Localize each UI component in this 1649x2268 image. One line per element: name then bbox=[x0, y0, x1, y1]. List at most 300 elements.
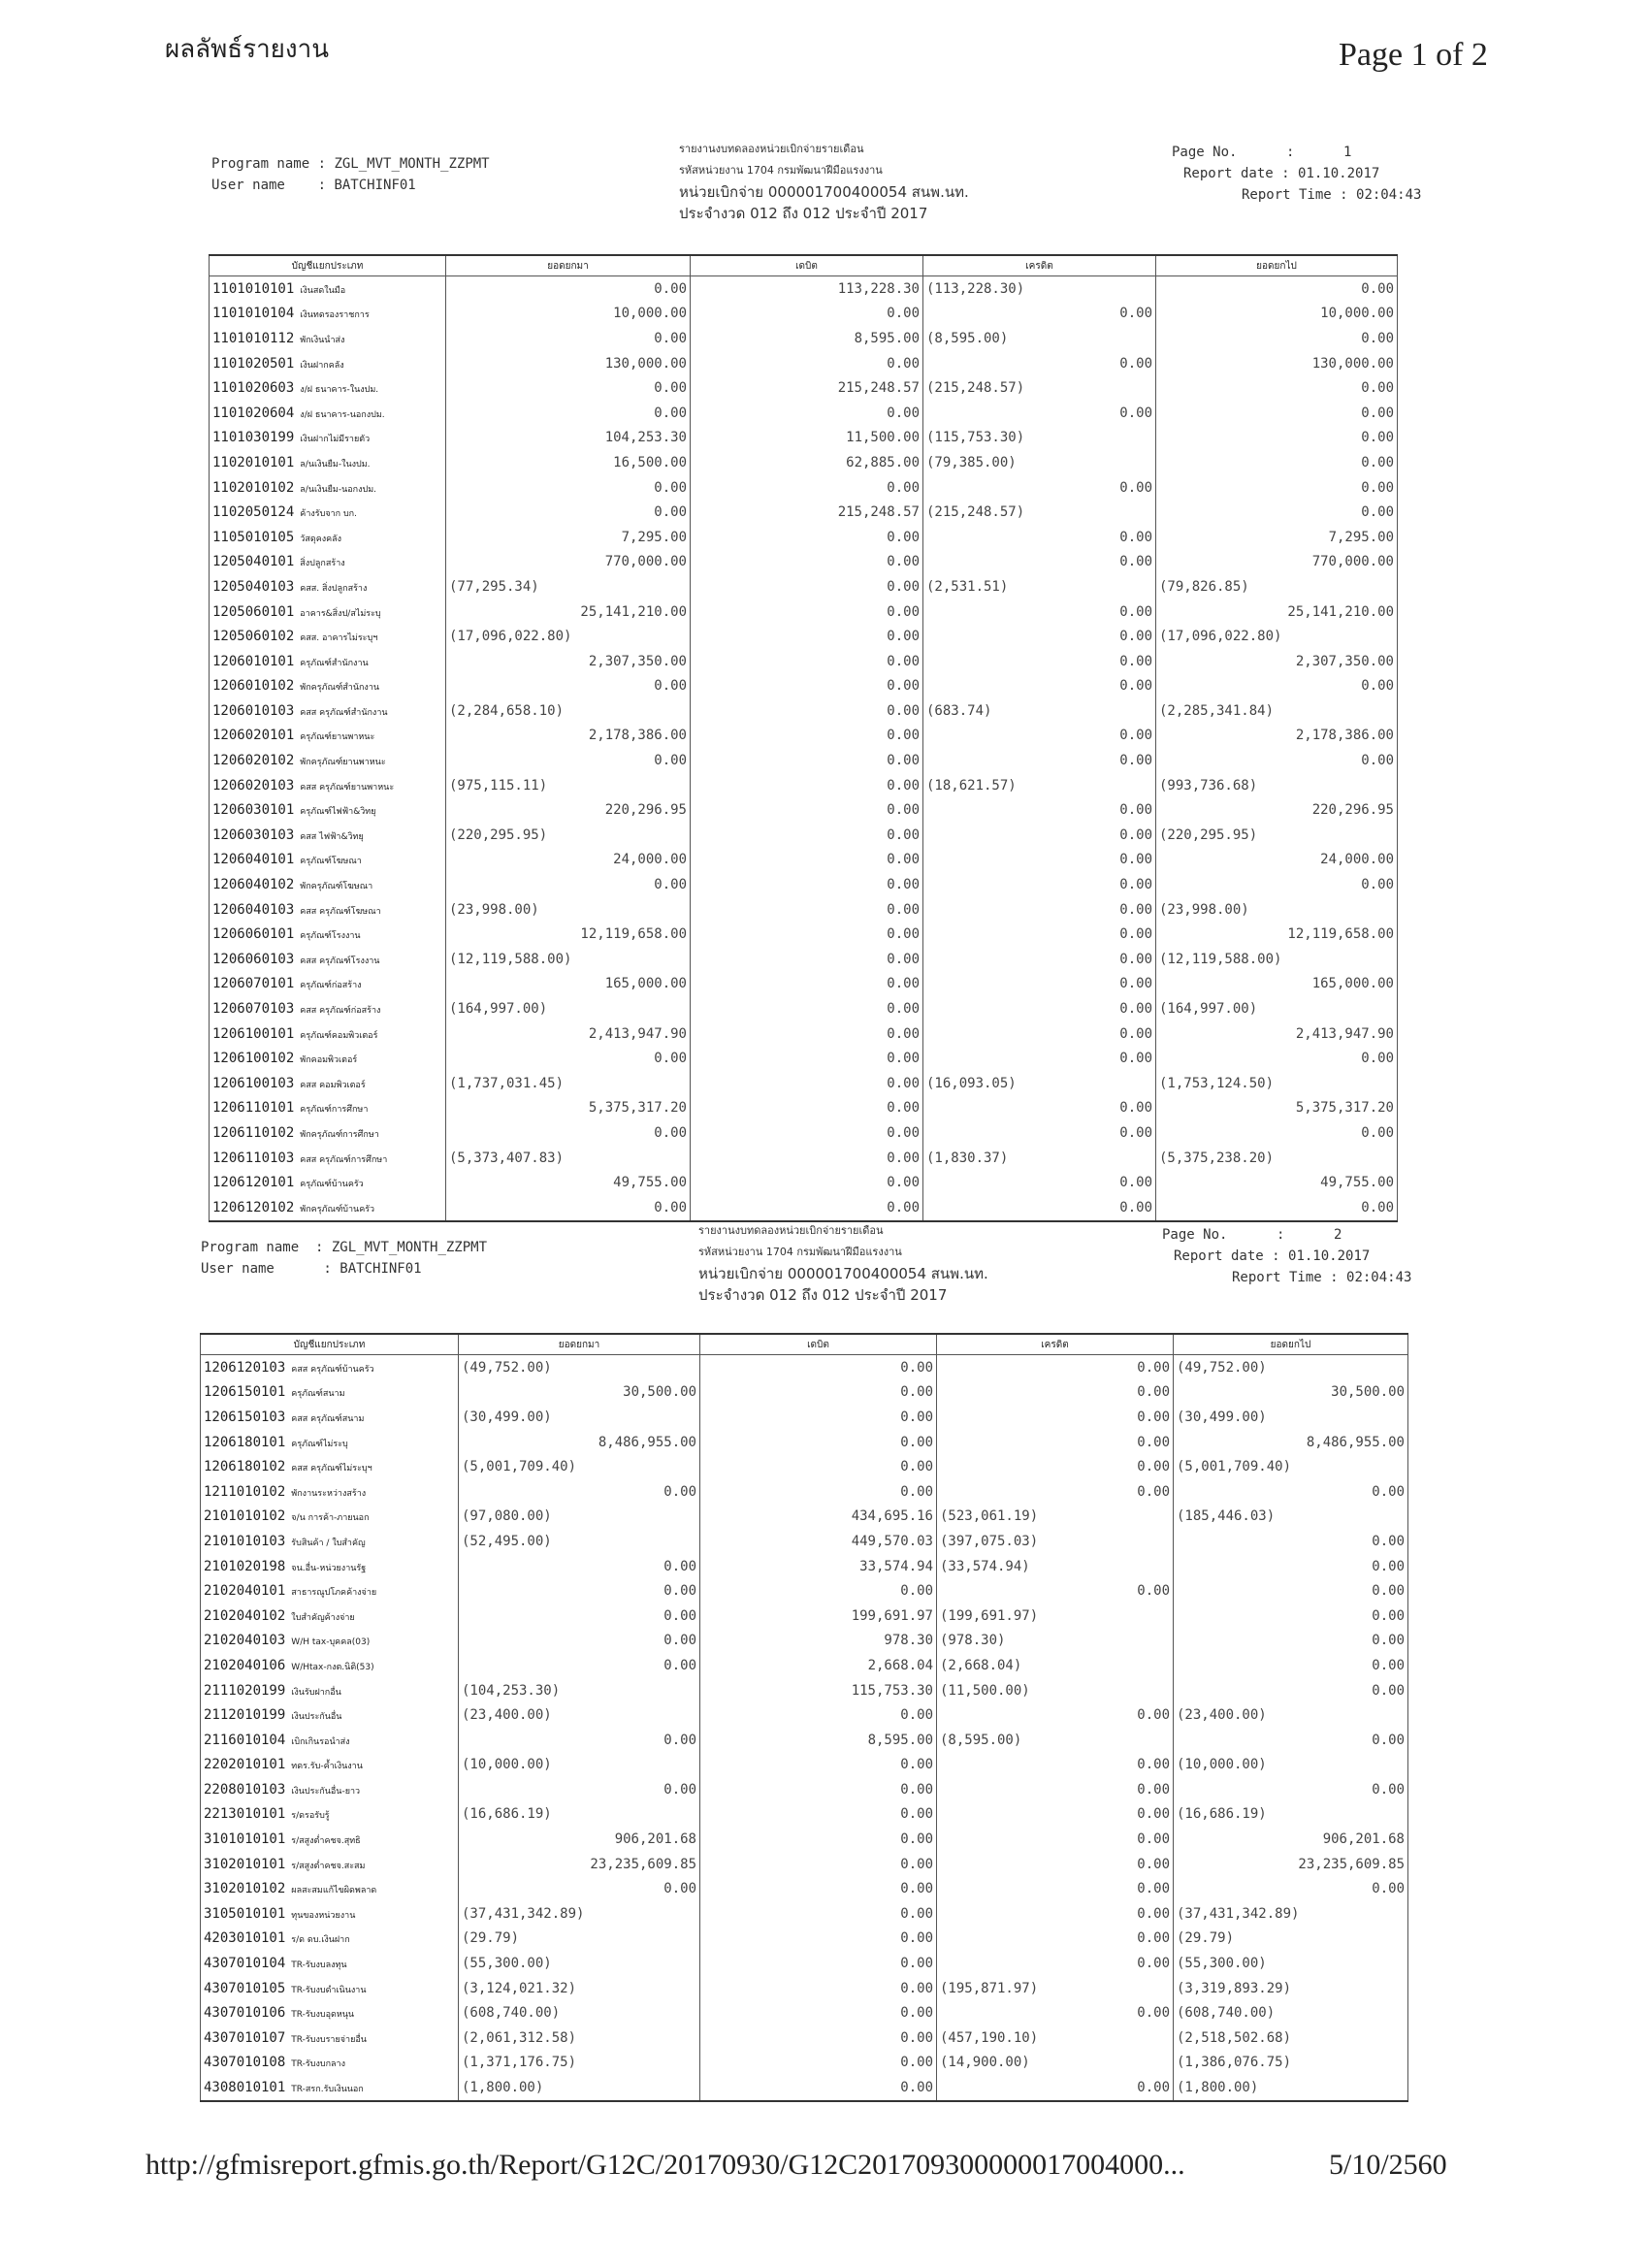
debit-cell bbox=[691, 922, 923, 947]
table-row bbox=[210, 1021, 1398, 1047]
credit-value: (113,228.30) bbox=[926, 280, 1025, 297]
debit-value: 0.00 bbox=[887, 702, 920, 719]
table-row bbox=[201, 1554, 1408, 1579]
credit-value: (2,531.51) bbox=[926, 578, 1009, 595]
carried-forward-value: 5,375,317.20 bbox=[1295, 1100, 1394, 1117]
carried-forward-cell bbox=[1156, 797, 1398, 823]
credit-value: 0.00 bbox=[1119, 355, 1152, 372]
credit-cell bbox=[937, 1529, 1174, 1554]
account-number: 1101010112 bbox=[212, 330, 295, 346]
table-row bbox=[210, 1146, 1398, 1171]
debit-value: 0.00 bbox=[887, 976, 920, 992]
carried-forward-value: 0.00 bbox=[1372, 1558, 1405, 1574]
carried-forward-cell bbox=[1174, 1380, 1408, 1406]
debit-value: 0.00 bbox=[887, 653, 920, 669]
debit-value: 0.00 bbox=[887, 951, 920, 967]
debit-value: 0.00 bbox=[887, 578, 920, 595]
debit-cell bbox=[700, 1901, 937, 1927]
carried-forward-value: (2,285,341.84) bbox=[1159, 702, 1275, 719]
carried-forward-cell bbox=[1174, 1454, 1408, 1479]
brought-forward-value: (17,096,022.80) bbox=[449, 629, 572, 645]
brought-forward-value: 0.00 bbox=[663, 1657, 696, 1673]
credit-cell bbox=[923, 1170, 1156, 1195]
carried-forward-cell bbox=[1156, 1021, 1398, 1047]
col-header-account: บัญชีแยกประเภท bbox=[210, 255, 446, 276]
brought-forward-value: 165,000.00 bbox=[604, 976, 687, 992]
account-cell bbox=[210, 599, 446, 625]
table-row bbox=[210, 698, 1398, 724]
credit-cell bbox=[923, 426, 1156, 451]
report-agency: รหัสหน่วยงาน 1704 กรมพัฒนาฝีมือแรงงาน bbox=[679, 164, 883, 177]
credit-cell bbox=[923, 475, 1156, 501]
table-row bbox=[210, 972, 1398, 997]
brought-forward-cell bbox=[459, 1876, 700, 1901]
table-row bbox=[210, 599, 1398, 625]
credit-cell bbox=[937, 1702, 1174, 1728]
account-cell bbox=[210, 1146, 446, 1171]
credit-cell bbox=[923, 947, 1156, 972]
carried-forward-value: 0.00 bbox=[1372, 1607, 1405, 1624]
debit-value: 0.00 bbox=[887, 603, 920, 620]
carried-forward-value: 23,235,609.85 bbox=[1298, 1856, 1405, 1872]
debit-cell bbox=[691, 872, 923, 897]
table-row bbox=[201, 1976, 1408, 2001]
credit-cell bbox=[923, 1021, 1156, 1047]
carried-forward-value: 0.00 bbox=[1361, 678, 1394, 695]
debit-value: 0.00 bbox=[887, 678, 920, 695]
carried-forward-value: 0.00 bbox=[1361, 1199, 1394, 1215]
carried-forward-cell bbox=[1174, 2075, 1408, 2101]
account-cell bbox=[210, 1021, 446, 1047]
account-number: 2112010199 bbox=[204, 1707, 286, 1724]
credit-cell bbox=[923, 748, 1156, 773]
brought-forward-cell bbox=[459, 1529, 700, 1554]
account-description: เบิกเกินรอนำส่ง bbox=[291, 1736, 350, 1747]
debit-value: 0.00 bbox=[887, 728, 920, 744]
table-row bbox=[210, 748, 1398, 773]
carried-forward-cell bbox=[1156, 872, 1398, 897]
brought-forward-cell bbox=[446, 996, 691, 1021]
carried-forward-value: (608,740.00) bbox=[1177, 2005, 1276, 2022]
account-number: 1205040101 bbox=[212, 554, 295, 570]
carried-forward-value: 12,119,658.00 bbox=[1287, 926, 1394, 943]
credit-value: (16,093.05) bbox=[926, 1075, 1017, 1091]
account-cell bbox=[210, 1071, 446, 1096]
carried-forward-value: 0.00 bbox=[1361, 1051, 1394, 1067]
carried-forward-value: (29.79) bbox=[1177, 1930, 1235, 1947]
brought-forward-cell bbox=[446, 500, 691, 525]
brought-forward-cell bbox=[446, 375, 691, 401]
carried-forward-cell bbox=[1156, 302, 1398, 327]
brought-forward-cell bbox=[446, 401, 691, 426]
page-no-value: 1 bbox=[1343, 145, 1352, 160]
debit-cell bbox=[700, 1505, 937, 1530]
report-title-block bbox=[679, 139, 969, 224]
credit-value: 0.00 bbox=[1119, 852, 1152, 868]
account-cell bbox=[201, 1976, 459, 2001]
debit-cell bbox=[691, 748, 923, 773]
carried-forward-value: 2,178,386.00 bbox=[1295, 728, 1394, 744]
account-description: คสส คอมพิวเตอร์ bbox=[300, 1080, 366, 1090]
brought-forward-cell bbox=[459, 1430, 700, 1455]
brought-forward-cell bbox=[446, 1195, 691, 1221]
account-number: 2102040106 bbox=[204, 1657, 286, 1673]
account-number: 1206180101 bbox=[204, 1434, 286, 1450]
carried-forward-cell bbox=[1174, 1604, 1408, 1629]
debit-value: 0.00 bbox=[900, 1980, 933, 1996]
account-number: 1101020603 bbox=[212, 380, 295, 397]
account-number: 2102040101 bbox=[204, 1583, 286, 1600]
account-number: 2101010102 bbox=[204, 1508, 286, 1525]
account-number: 1206070103 bbox=[212, 1001, 295, 1018]
debit-cell bbox=[691, 1195, 923, 1221]
program-label: Program name bbox=[211, 156, 310, 172]
account-number: 1101020501 bbox=[212, 355, 295, 372]
debit-value: 0.00 bbox=[887, 802, 920, 819]
credit-cell bbox=[923, 972, 1156, 997]
credit-value: (79,385.00) bbox=[926, 454, 1017, 470]
table-row bbox=[210, 1046, 1398, 1071]
carried-forward-value: 0.00 bbox=[1372, 1881, 1405, 1897]
debit-value: 0.00 bbox=[900, 1384, 933, 1401]
debit-value: 0.00 bbox=[887, 529, 920, 545]
credit-value: (195,871.97) bbox=[940, 1980, 1039, 1996]
carried-forward-value: 770,000.00 bbox=[1311, 554, 1394, 570]
account-cell bbox=[210, 748, 446, 773]
brought-forward-cell bbox=[446, 326, 691, 351]
brought-forward-value: 8,486,955.00 bbox=[598, 1434, 696, 1450]
brought-forward-cell bbox=[459, 1578, 700, 1604]
debit-cell bbox=[691, 797, 923, 823]
account-description: ครุภัณฑ์การศึกษา bbox=[300, 1105, 369, 1116]
account-cell bbox=[210, 475, 446, 501]
credit-cell bbox=[923, 922, 1156, 947]
account-cell bbox=[201, 1753, 459, 1778]
debit-value: 0.00 bbox=[887, 901, 920, 918]
table-row bbox=[210, 450, 1398, 475]
carried-forward-cell bbox=[1156, 500, 1398, 525]
report-date-value: : 01.10.2017 bbox=[1272, 1248, 1371, 1264]
carried-forward-value: (5,375,238.20) bbox=[1159, 1150, 1275, 1166]
debit-value: 115,753.30 bbox=[851, 1682, 933, 1699]
account-description: คสส ไฟฟ้า&วิทยุ bbox=[300, 831, 364, 842]
table-row bbox=[201, 1405, 1408, 1430]
credit-value: 0.00 bbox=[1119, 529, 1152, 545]
debit-value: 434,695.16 bbox=[851, 1508, 933, 1525]
carried-forward-cell bbox=[1156, 574, 1398, 599]
brought-forward-value: 7,295.00 bbox=[621, 529, 687, 545]
table-row bbox=[210, 475, 1398, 501]
table-row bbox=[210, 326, 1398, 351]
carried-forward-value: (1,753,124.50) bbox=[1159, 1075, 1275, 1091]
account-description: ครุภัณฑ์สนาม bbox=[291, 1389, 345, 1400]
credit-cell bbox=[937, 1554, 1174, 1579]
account-cell bbox=[210, 500, 446, 525]
account-number: 3105010101 bbox=[204, 1905, 286, 1922]
report-time-label: Report Time bbox=[1232, 1270, 1322, 1285]
table-row bbox=[210, 550, 1398, 575]
brought-forward-cell bbox=[446, 848, 691, 873]
debit-cell bbox=[691, 500, 923, 525]
credit-value: (199,691.97) bbox=[940, 1607, 1039, 1624]
brought-forward-cell bbox=[459, 1678, 700, 1703]
debit-cell bbox=[700, 1380, 937, 1406]
credit-value: (457,190.10) bbox=[940, 2029, 1039, 2046]
credit-value: (11,500.00) bbox=[940, 1682, 1030, 1699]
carried-forward-cell bbox=[1174, 1927, 1408, 1952]
account-description: TR-รับงบลงทุน bbox=[291, 1960, 347, 1971]
account-cell bbox=[201, 1852, 459, 1877]
col-header-debit: เดบิต bbox=[691, 255, 923, 276]
debit-value: 113,228.30 bbox=[837, 280, 920, 297]
carried-forward-value: 906,201.68 bbox=[1322, 1831, 1405, 1848]
brought-forward-value: 0.00 bbox=[663, 1483, 696, 1500]
credit-value: (33,574.94) bbox=[940, 1558, 1030, 1574]
carried-forward-cell bbox=[1156, 426, 1398, 451]
credit-value: 0.00 bbox=[1119, 629, 1152, 645]
credit-value: 0.00 bbox=[1119, 554, 1152, 570]
table-row bbox=[210, 1170, 1398, 1195]
brought-forward-value: 2,307,350.00 bbox=[588, 653, 687, 669]
debit-value: 0.00 bbox=[887, 1075, 920, 1091]
brought-forward-cell bbox=[459, 2075, 700, 2101]
debit-cell bbox=[700, 1529, 937, 1554]
account-description: TR-รับงบกลาง bbox=[291, 2059, 345, 2070]
account-description: พักงานระหว่างสร้าง bbox=[291, 1488, 367, 1499]
debit-cell bbox=[700, 2025, 937, 2051]
brought-forward-value: (29.79) bbox=[462, 1930, 520, 1947]
user-value: BATCHINF01 bbox=[340, 1261, 422, 1277]
account-description: คสส ครุภัณฑ์ยานพาหนะ bbox=[300, 782, 395, 793]
brought-forward-cell bbox=[446, 698, 691, 724]
brought-forward-cell bbox=[459, 1554, 700, 1579]
brought-forward-value: (55,300.00) bbox=[462, 1956, 552, 1972]
brought-forward-value: (1,737,031.45) bbox=[449, 1075, 565, 1091]
brought-forward-cell bbox=[459, 1604, 700, 1629]
account-cell bbox=[201, 1702, 459, 1728]
debit-cell bbox=[691, 996, 923, 1021]
credit-cell bbox=[937, 1876, 1174, 1901]
credit-cell bbox=[923, 1120, 1156, 1146]
account-cell bbox=[210, 1195, 446, 1221]
account-cell bbox=[210, 351, 446, 376]
carried-forward-cell bbox=[1174, 1405, 1408, 1430]
account-number: 2101020198 bbox=[204, 1558, 286, 1574]
account-description: คสส ครุภัณฑ์ก่อสร้าง bbox=[300, 1006, 381, 1017]
account-description: ค้างรับจาก บก. bbox=[300, 509, 357, 520]
account-cell bbox=[210, 872, 446, 897]
account-number: 1206180102 bbox=[204, 1459, 286, 1475]
table-row bbox=[210, 351, 1398, 376]
debit-cell bbox=[700, 1604, 937, 1629]
credit-value: 0.00 bbox=[1119, 1025, 1152, 1042]
account-cell bbox=[210, 450, 446, 475]
credit-value: 0.00 bbox=[1137, 1806, 1170, 1823]
account-number: 1206100103 bbox=[212, 1075, 295, 1091]
account-cell bbox=[210, 326, 446, 351]
credit-value: 0.00 bbox=[1137, 1856, 1170, 1872]
brought-forward-cell bbox=[446, 351, 691, 376]
debit-value: 0.00 bbox=[887, 753, 920, 769]
carried-forward-cell bbox=[1156, 276, 1398, 302]
debit-cell bbox=[691, 947, 923, 972]
credit-cell bbox=[937, 1951, 1174, 1976]
brought-forward-value: 0.00 bbox=[663, 1558, 696, 1574]
account-cell bbox=[210, 848, 446, 873]
table-header-row bbox=[201, 1334, 1408, 1355]
account-number: 1206070101 bbox=[212, 976, 295, 992]
carried-forward-value: 25,141,210.00 bbox=[1287, 603, 1394, 620]
debit-value: 0.00 bbox=[900, 1905, 933, 1922]
account-description: พักครุภัณฑ์ยานพาหนะ bbox=[300, 758, 386, 768]
program-value: ZGL_MVT_MONTH_ZZPMT bbox=[334, 156, 490, 172]
brought-forward-cell bbox=[446, 624, 691, 649]
account-cell bbox=[201, 1554, 459, 1579]
carried-forward-value: (1,386,076.75) bbox=[1177, 2055, 1292, 2071]
credit-value: 0.00 bbox=[1119, 728, 1152, 744]
credit-cell bbox=[937, 1728, 1174, 1753]
carried-forward-value: (3,319,893.29) bbox=[1177, 1980, 1292, 1996]
carried-forward-value: 0.00 bbox=[1361, 1124, 1394, 1141]
credit-value: 0.00 bbox=[1119, 1199, 1152, 1215]
brought-forward-cell bbox=[459, 1405, 700, 1430]
carried-forward-cell bbox=[1156, 972, 1398, 997]
debit-cell bbox=[700, 1876, 937, 1901]
account-number: 1205040103 bbox=[212, 578, 295, 595]
table-row bbox=[210, 872, 1398, 897]
debit-value: 0.00 bbox=[887, 1175, 920, 1191]
carried-forward-cell bbox=[1174, 1629, 1408, 1654]
credit-cell bbox=[923, 599, 1156, 625]
account-description: ร/ดรอรับรู้ bbox=[291, 1811, 330, 1822]
credit-cell bbox=[937, 1578, 1174, 1604]
debit-value: 0.00 bbox=[900, 1757, 933, 1773]
carried-forward-cell bbox=[1174, 1852, 1408, 1877]
account-description: พักครุภัณฑ์บ้านครัว bbox=[300, 1204, 375, 1215]
table-row bbox=[210, 401, 1398, 426]
program-value: ZGL_MVT_MONTH_ZZPMT bbox=[331, 1240, 488, 1255]
table-row bbox=[210, 848, 1398, 873]
account-number: 1206120102 bbox=[212, 1199, 295, 1215]
brought-forward-cell bbox=[446, 972, 691, 997]
debit-cell bbox=[691, 351, 923, 376]
table-row bbox=[201, 1827, 1408, 1852]
account-cell bbox=[201, 2025, 459, 2051]
account-number: 1206110102 bbox=[212, 1124, 295, 1141]
carried-forward-cell bbox=[1156, 848, 1398, 873]
account-description: พักครุภัณฑ์สำนักงาน bbox=[300, 683, 380, 694]
brought-forward-cell bbox=[459, 1702, 700, 1728]
brought-forward-cell bbox=[459, 1802, 700, 1828]
account-number: 1206100102 bbox=[212, 1051, 295, 1067]
credit-cell bbox=[937, 1430, 1174, 1455]
debit-value: 0.00 bbox=[887, 554, 920, 570]
carried-forward-cell bbox=[1174, 2025, 1408, 2051]
account-description: ครุภัณฑ์โฆษณา bbox=[300, 857, 362, 867]
brought-forward-cell bbox=[446, 773, 691, 798]
brought-forward-value: 0.00 bbox=[663, 1607, 696, 1624]
table-row bbox=[210, 525, 1398, 550]
account-number: 1206110103 bbox=[212, 1150, 295, 1166]
brought-forward-value: 30,500.00 bbox=[623, 1384, 696, 1401]
account-cell bbox=[201, 1927, 459, 1952]
account-description: คสส ครุภัณฑ์บ้านครัว bbox=[291, 1364, 374, 1375]
account-cell bbox=[201, 2000, 459, 2025]
account-number: 2116010104 bbox=[204, 1732, 286, 1748]
carried-forward-cell bbox=[1174, 2000, 1408, 2025]
report-meta-left-2: Program name : ZGL_MVT_MONTH_ZZPMT User name : BATCHINF01 bbox=[201, 1240, 488, 1277]
carried-forward-value: (30,499.00) bbox=[1177, 1409, 1267, 1425]
page-no-label: Page No. bbox=[1162, 1227, 1228, 1243]
brought-forward-cell bbox=[459, 1753, 700, 1778]
debit-value: 62,885.00 bbox=[846, 454, 920, 470]
credit-cell bbox=[937, 1976, 1174, 2001]
credit-cell bbox=[923, 1096, 1156, 1121]
account-cell bbox=[201, 1827, 459, 1852]
page-no-value: 2 bbox=[1334, 1227, 1342, 1243]
col-header-brought-forward: ยอดยกมา bbox=[446, 255, 691, 276]
debit-cell bbox=[691, 823, 923, 848]
carried-forward-value: 7,295.00 bbox=[1328, 529, 1394, 545]
carried-forward-cell bbox=[1174, 1901, 1408, 1927]
carried-forward-value: 0.00 bbox=[1361, 877, 1394, 893]
carried-forward-cell bbox=[1174, 2051, 1408, 2076]
account-cell bbox=[210, 624, 446, 649]
account-number: 1101010101 bbox=[212, 280, 295, 297]
debit-cell bbox=[700, 1728, 937, 1753]
account-cell bbox=[201, 2075, 459, 2101]
table-row bbox=[210, 426, 1398, 451]
carried-forward-value: (79,826.85) bbox=[1159, 578, 1249, 595]
debit-cell bbox=[700, 1976, 937, 2001]
debit-value: 0.00 bbox=[900, 1459, 933, 1475]
brought-forward-value: 0.00 bbox=[663, 1781, 696, 1798]
account-cell bbox=[210, 1120, 446, 1146]
account-description: เงินประกันอื่น-ยาว bbox=[291, 1786, 361, 1797]
carried-forward-value: 0.00 bbox=[1361, 479, 1394, 496]
user-value: BATCHINF01 bbox=[334, 178, 416, 193]
account-description: พักครุภัณฑ์โฆษณา bbox=[300, 882, 373, 892]
credit-value: 0.00 bbox=[1137, 1930, 1170, 1947]
carried-forward-value: 0.00 bbox=[1372, 1633, 1405, 1649]
debit-value: 0.00 bbox=[887, 1051, 920, 1067]
debit-value: 215,248.57 bbox=[837, 504, 920, 521]
credit-cell bbox=[923, 401, 1156, 426]
brought-forward-cell bbox=[446, 922, 691, 947]
brought-forward-cell bbox=[446, 574, 691, 599]
carried-forward-cell bbox=[1156, 698, 1398, 724]
debit-cell bbox=[700, 1554, 937, 1579]
credit-value: (215,248.57) bbox=[926, 504, 1025, 521]
account-cell bbox=[201, 1678, 459, 1703]
debit-value: 0.00 bbox=[900, 1707, 933, 1724]
carried-forward-value: (1,800.00) bbox=[1177, 2080, 1259, 2096]
account-description: ร/สสูงต่ำคชจ.สุทธิ bbox=[291, 1836, 361, 1847]
carried-forward-value: (23,998.00) bbox=[1159, 901, 1249, 918]
debit-cell bbox=[700, 2051, 937, 2076]
credit-cell bbox=[923, 649, 1156, 674]
table-row bbox=[201, 1802, 1408, 1828]
carried-forward-cell bbox=[1156, 674, 1398, 699]
brought-forward-cell bbox=[459, 1505, 700, 1530]
carried-forward-cell bbox=[1174, 1876, 1408, 1901]
credit-cell bbox=[923, 574, 1156, 599]
carried-forward-value: 10,000.00 bbox=[1320, 306, 1394, 322]
account-description: ง/ฝ ธนาคาร-ในงปม. bbox=[300, 385, 379, 396]
debit-cell bbox=[691, 897, 923, 923]
account-number: 1206120103 bbox=[204, 1359, 286, 1376]
credit-cell bbox=[937, 1802, 1174, 1828]
